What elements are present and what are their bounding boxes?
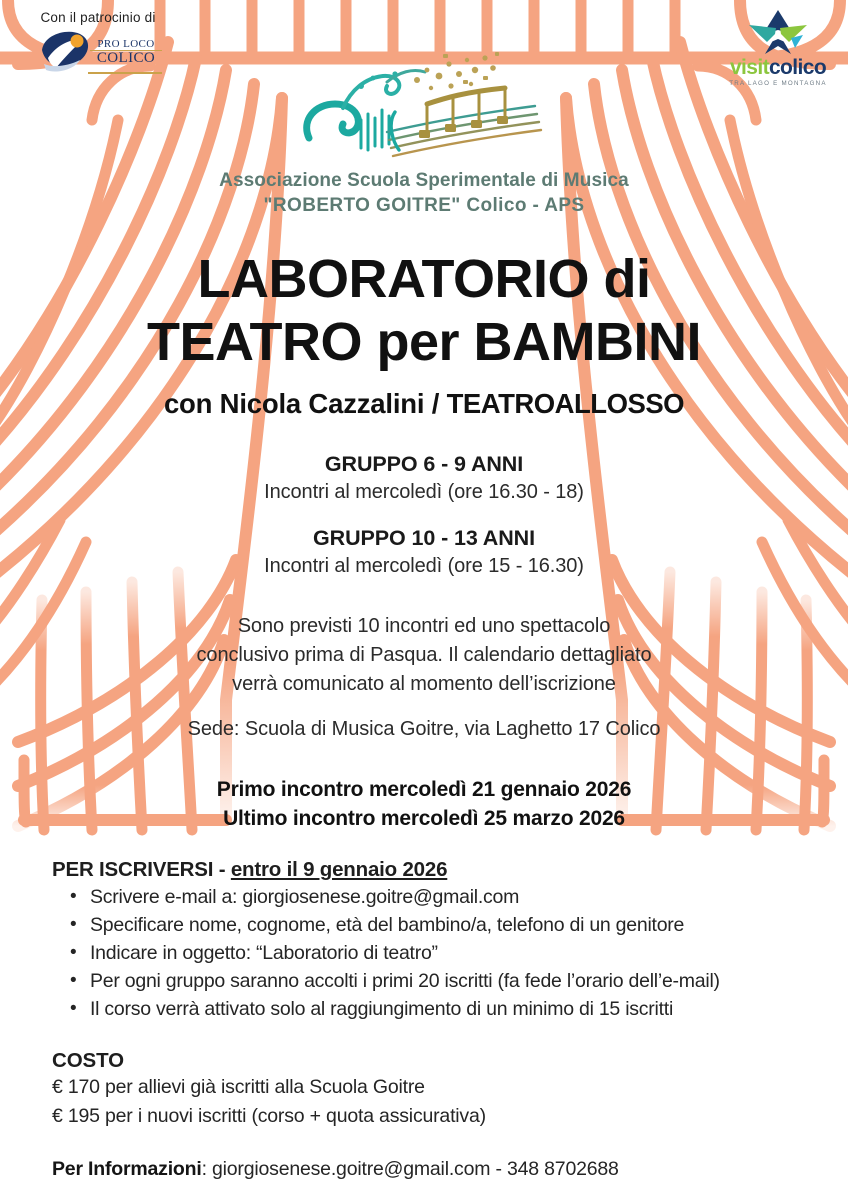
page-title: [0, 248, 848, 373]
cost-line-new: € 195 per i nuovi iscritti (corso + quota assicurativa): [52, 1104, 486, 1127]
list-item: • Scrivere e-mail a: giorgiosenese.goitre@gmail.com: [52, 884, 822, 912]
registration-bullet-list: [52, 884, 822, 1023]
list-item: • Specificare nome, cognome, età del bambino/a, telefono di un genitore: [52, 912, 822, 940]
music-staff-notes-icon: [299, 46, 549, 161]
visitcolico-tagline: TRA LAGO E MONTAGNA: [729, 80, 827, 87]
venue-line: Sede: Scuola di Musica Goitre, via Laghetto 17 Colico: [187, 718, 661, 740]
visit-word: visit: [729, 56, 769, 79]
list-item: • Indicare in oggetto: “Laboratorio di teatro”: [52, 940, 822, 968]
dates-section: [0, 776, 848, 833]
lower-info-block: [52, 858, 822, 1181]
group-title: GRUPPO 6 - 9 ANNI: [324, 452, 524, 476]
group-schedule: Incontri al mercoledì (ore 16.30 - 18): [264, 481, 584, 503]
info-line-2: conclusivo prima di Pasqua. Il calendario dettagliato: [196, 644, 652, 666]
proloco-logo: [34, 28, 162, 78]
contact-line: [52, 1158, 822, 1181]
registration-heading-prefix: PER ISCRIVERSI -: [52, 858, 231, 881]
info-line-1: Sono previsti 10 incontri ed uno spettacolo: [237, 615, 611, 637]
contact-label: Per Informazioni: [52, 1157, 202, 1180]
contact-value: : giorgiosenese.goitre@gmail.com - 348 8702688: [201, 1157, 619, 1180]
group-title: GRUPPO 10 - 13 ANNI: [313, 526, 535, 550]
group-schedule: Incontri al mercoledì (ore 15 - 16.30): [264, 555, 584, 577]
instructor-line: [0, 388, 848, 420]
visitcolico-star-icon: [747, 8, 809, 56]
group-block: [0, 452, 848, 504]
association-name-line2: "ROBERTO GOITRE" Colico - APS: [263, 195, 585, 217]
proloco-wordmark: [90, 39, 162, 67]
list-item: • Il corso verrà attivato solo al raggiungimento di un minimo di 15 iscritti: [52, 996, 822, 1024]
registration-deadline: entro il 9 gennaio 2026: [230, 858, 448, 881]
proloco-line2: COLICO: [96, 50, 156, 67]
info-paragraph: [0, 612, 848, 699]
patrocinio-label: Con il patrocinio di: [40, 10, 156, 25]
list-item: • Per ogni gruppo saranno accolti i primi 20 iscritti (fa fede l’orario dell’e-mail): [52, 968, 822, 996]
cost-line-existing: € 170 per allievi già iscritti alla Scuola Goitre: [52, 1076, 425, 1099]
title-line-1: LABORATORIO di: [197, 249, 651, 309]
groups-section: [0, 452, 848, 600]
association-logo: [299, 46, 549, 166]
first-meeting-date: Primo incontro mercoledì 21 gennaio 2026: [216, 778, 632, 801]
info-line-3: verrà comunicato al momento dell’iscrizione: [232, 673, 616, 695]
proloco-line1: PRO LOCO: [90, 39, 162, 51]
visitcolico-wordmark: [722, 57, 834, 78]
sponsor-proloco: [18, 10, 178, 78]
proloco-rule: [88, 72, 162, 74]
association-name: [0, 168, 848, 219]
association-name-line1: Associazione Scuola Sperimentale di Musica: [219, 170, 629, 191]
colico-word: colico: [768, 56, 827, 79]
title-line-2: TEATRO per BAMBINI: [147, 311, 701, 372]
sponsor-visitcolico: [722, 8, 834, 87]
company-name: TEATROALLOSSO: [446, 388, 685, 419]
last-meeting-date: Ultimo incontro mercoledì 25 marzo 2026: [223, 806, 625, 830]
instructor-name: con Nicola Cazzalini /: [163, 388, 447, 419]
cost-heading: COSTO: [52, 1049, 125, 1073]
registration-heading: [52, 858, 822, 882]
group-block: [0, 526, 848, 578]
